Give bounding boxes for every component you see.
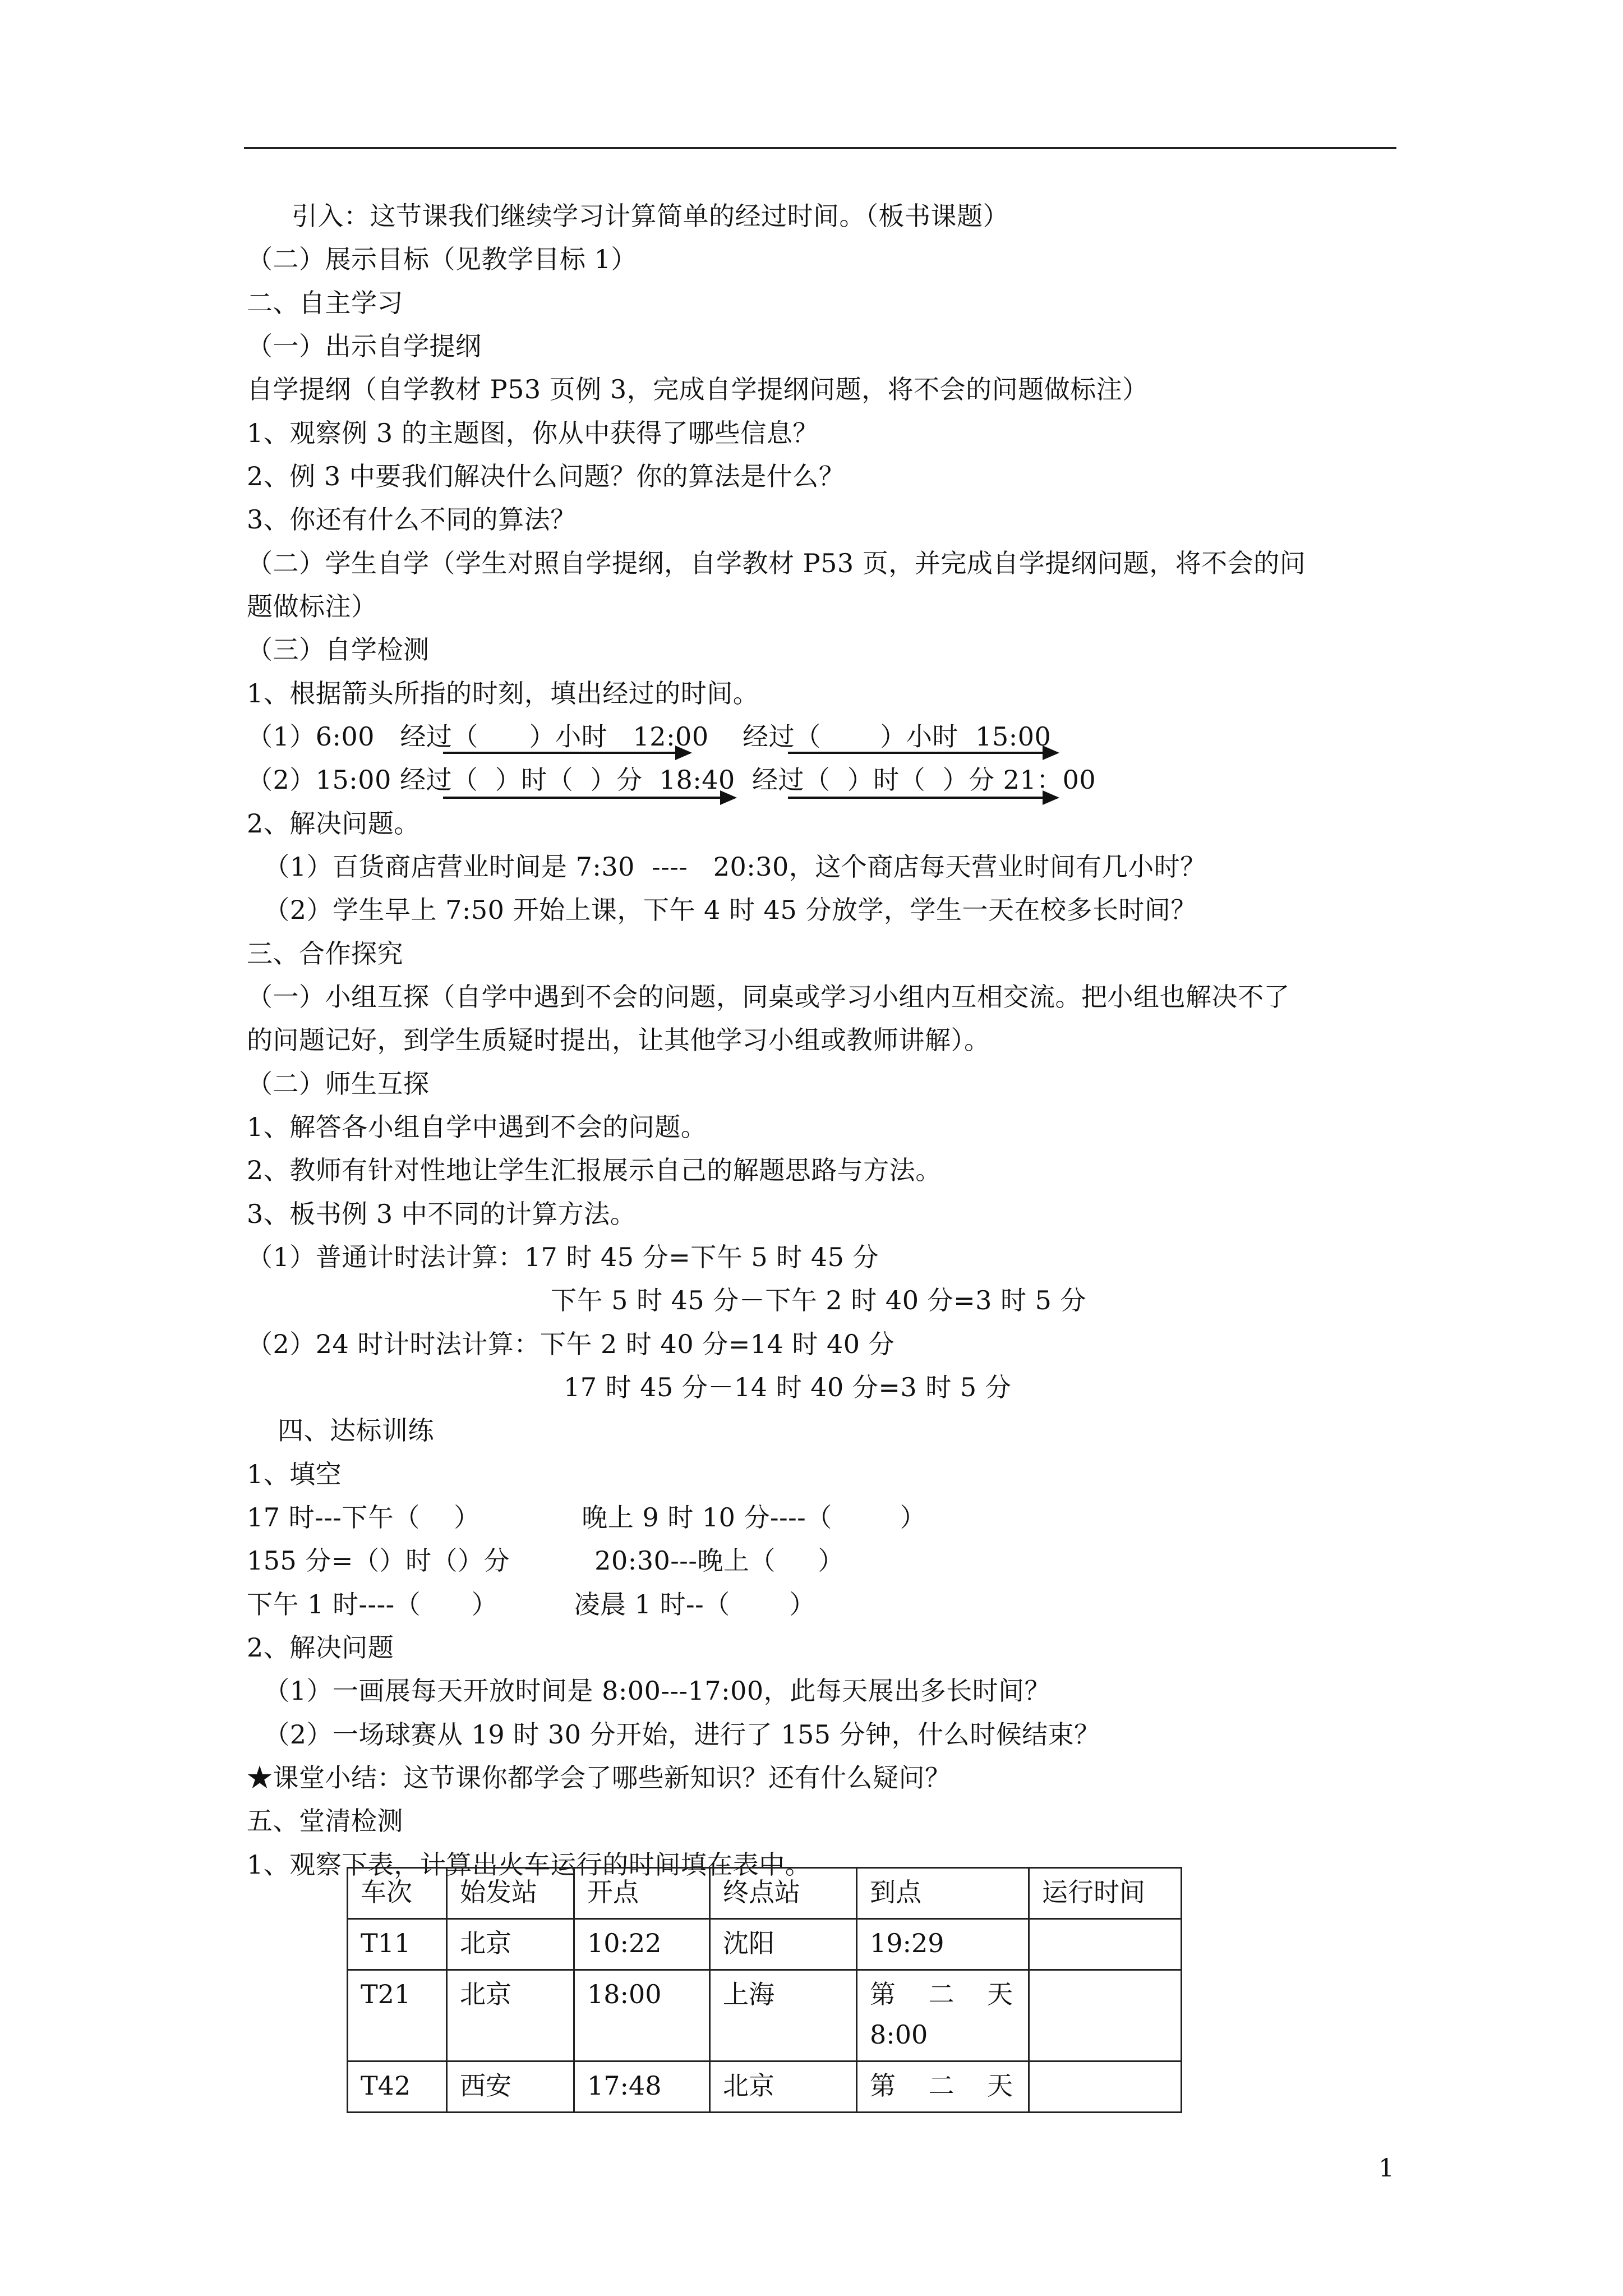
self-test-q2: 2、解决问题。 [247,808,420,839]
section-2-heading: 二、自主学习 [247,288,403,318]
table-cell: 沈阳 [710,1919,857,1970]
self-test-q1: 1、根据箭头所指的时刻，填出经过的时间。 [247,678,759,708]
group-explore-text-cont: 的问题记好，到学生质疑时提出，让其他学习小组或教师讲解）。 [247,1025,990,1055]
section-3-heading: 三、合作探究 [247,938,403,969]
table-cell: 北京 [710,2062,857,2113]
arrow-icon [443,752,690,754]
self-test-heading: （三）自学检测 [247,634,430,665]
arrow-icon [788,797,1057,799]
table-instruction: 1、观察下表，计算出火车运行的时间填在表中。 [247,1849,811,1880]
ts-item2: 2、教师有针对性地让学生汇报展示自己的解题思路与方法。 [247,1155,942,1185]
header-cell: 到点 [857,1868,1029,1919]
self-test-q1-item1: （1）6:00 经过（ ）小时 12:00 经过（ ）小时 15:00 [247,721,1052,752]
arrow-icon [443,797,735,799]
table-cell: 西安 [447,2062,574,2113]
train-schedule-table [347,1867,1182,2113]
table-cell: 17:48 [574,2062,710,2113]
table-cell: 19:29 [857,1919,1029,1970]
header-cell: 车次 [348,1868,447,1919]
ts-item1: 1、解答各小组自学中遇到不会的问题。 [247,1112,707,1142]
table-cell: 北京 [447,1919,574,1970]
method-2-line1: （2）24 时计时法计算：下午 2 时 40 分=14 时 40 分 [247,1329,895,1359]
table-header-row [348,1868,1182,1919]
self-test-q1-item2: （2）15:00 经过（ ）时（ ）分 18:40 经过（ ）时（ ）分 21：00 [247,765,1096,795]
table-cell: 第 二 天 8:00 [857,1970,1029,2062]
page-number: 1 [1378,2154,1394,2183]
header-rule [244,147,1396,149]
fill-blank-row3: 下午 1 时----（ ） 凌晨 1 时--（ ） [247,1589,815,1619]
table-cell [1029,2062,1182,2113]
table-cell: T21 [348,1970,447,2062]
self-test-q2-item1: （1）百货商店营业时间是 7:30 ---- 20:30，这个商店每天营业时间有几小时？ [247,852,1206,882]
table-cell: 第 二 天 [857,2062,1029,2113]
header-cell: 始发站 [447,1868,574,1919]
ts-item3: 3、板书例 3 中不同的计算方法。 [247,1199,637,1229]
section-4-heading: 四、达标训练 [278,1415,434,1446]
intro-line: 引入：这节课我们继续学习计算简单的经过时间。（板书课题） [292,201,1009,231]
summary-line: ★课堂小结：这节课你都学会了哪些新知识？还有什么疑问？ [247,1763,951,1793]
table-cell [1029,1970,1182,2062]
table-row [348,1919,1182,1970]
header-cell: 运行时间 [1029,1868,1182,1919]
self-test-q2-item2: （2）学生早上 7:50 开始上课，下午 4 时 45 分放学，学生一天在校多长时间？ [247,895,1197,925]
self-study-text: （二）学生自学（学生对照自学提纲，自学教材 P53 页，并完成自学提纲问题，将不会的问 [247,548,1306,578]
header-cell: 开点 [574,1868,710,1919]
table-cell: 18:00 [574,1970,710,2062]
solve-item1: （1）一画展每天开放时间是 8:00---17:00，此每天展出多长时间？ [247,1676,1051,1706]
table-cell: T42 [348,2062,447,2113]
outline-q1: 1、观察例 3 的主题图，你从中获得了哪些信息？ [247,418,819,448]
table-cell: 上海 [710,1970,857,2062]
table-cell: 10:22 [574,1919,710,1970]
method-2-line2: 17 时 45 分－14 时 40 分=3 时 5 分 [564,1372,1012,1402]
table-cell: T11 [348,1919,447,1970]
arrow-icon [788,752,1057,754]
section-5-heading: 五、堂清检测 [247,1806,403,1836]
group-explore-text: （一）小组互探（自学中遇到不会的问题，同桌或学习小组内互相交流。把小组也解决不了 [247,982,1290,1012]
fill-blank-heading: 1、填空 [247,1459,342,1489]
outline-q3: 3、你还有什么不同的算法？ [247,504,577,535]
solve-heading: 2、解决问题 [247,1632,394,1663]
method-1-line1: （1）普通计时法计算：17 时 45 分=下午 5 时 45 分 [247,1242,879,1272]
table-cell: 北京 [447,1970,574,2062]
method-1-line2: 下午 5 时 45 分－下午 2 时 40 分=3 时 5 分 [551,1285,1087,1315]
table-row [348,2062,1182,2113]
self-study-text-cont: 题做标注） [247,591,377,622]
table-row [348,1970,1182,2062]
header-cell: 终点站 [710,1868,857,1919]
solve-item2: （2）一场球赛从 19 时 30 分开始，进行了 155 分钟，什么时候结束？ [247,1719,1100,1750]
outline-heading: （一）出示自学提纲 [247,331,482,361]
fill-blank-row1: 17 时---下午（ ） 晚上 9 时 10 分----（ ） [247,1502,926,1533]
outline-q2: 2、例 3 中要我们解决什么问题？你的算法是什么？ [247,461,845,491]
table-cell [1029,1919,1182,1970]
show-goals-heading: （二）展示目标（见教学目标 1） [247,244,637,274]
fill-blank-row2: 155 分=（）时（）分 20:30---晚上（ ） [247,1545,844,1576]
teacher-student-heading: （二）师生互探 [247,1069,430,1099]
outline-text: 自学提纲（自学教材 P53 页例 3，完成自学提纲问题，将不会的问题做标注） [247,374,1149,404]
